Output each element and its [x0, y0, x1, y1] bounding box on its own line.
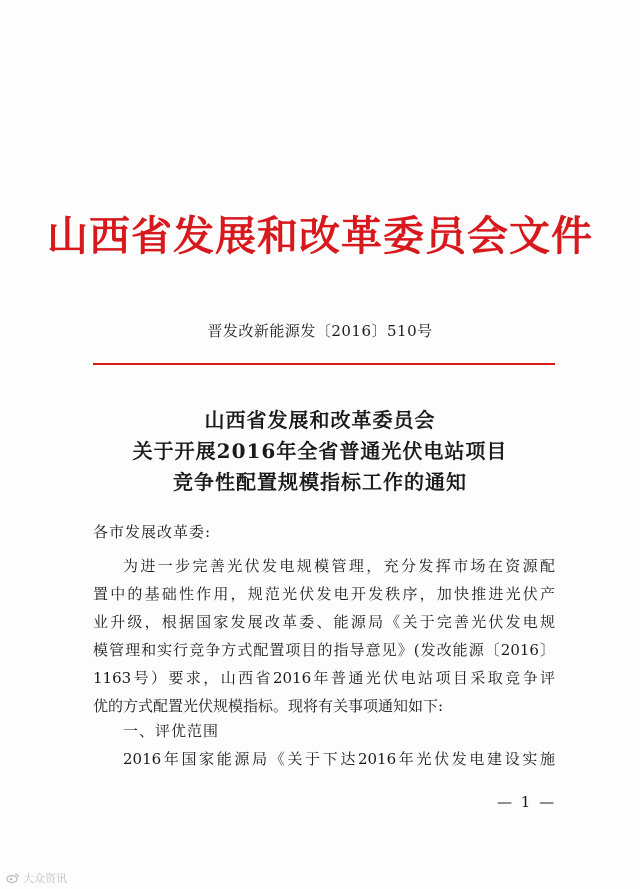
weibo-logo-icon [6, 872, 20, 884]
document-number: 晋发改新能源发〔2016〕510号 [207, 322, 433, 340]
salutation: 各市发展改革委: [93, 523, 212, 541]
notice-title-line-3: 竞争性配置规模指标工作的通知 [173, 470, 467, 494]
section-heading: 一、评优范围 [123, 722, 220, 740]
body-line: 2016年国家能源局《关于下达2016年光伏发电建设实施 [123, 750, 555, 768]
body-line: 业升级，根据国家发展改革委、能源局《关于完善光伏发电规 [93, 613, 555, 631]
watermark-text: 大众资讯 [23, 872, 67, 885]
body-line: 优的方式配置光伏规模指标。现将有关事项通知如下: [93, 697, 444, 715]
watermark [6, 870, 67, 886]
body-line: 置中的基础性作用，规范光伏发电开发秩序，加快推进光伏产 [93, 585, 555, 603]
document-header: 山西省发展和改革委员会文件 [47, 212, 593, 260]
body-line: 为进一步完善光伏发电规模管理，充分发挥市场在资源配 [123, 557, 555, 575]
notice-title-line-2: 关于开展2016年全省普通光伏电站项目 [132, 439, 508, 463]
body-line: 模管理和实行竞争方式配置项目的指导意见》(发改能源〔2016〕 [93, 641, 555, 659]
page-number: — 1 — [497, 793, 557, 811]
body-line: 1163号）要求，山西省2016年普通光伏电站项目采取竞争评 [93, 669, 555, 687]
red-divider [93, 363, 555, 365]
notice-title-line-1: 山西省发展和改革委员会 [204, 408, 436, 432]
